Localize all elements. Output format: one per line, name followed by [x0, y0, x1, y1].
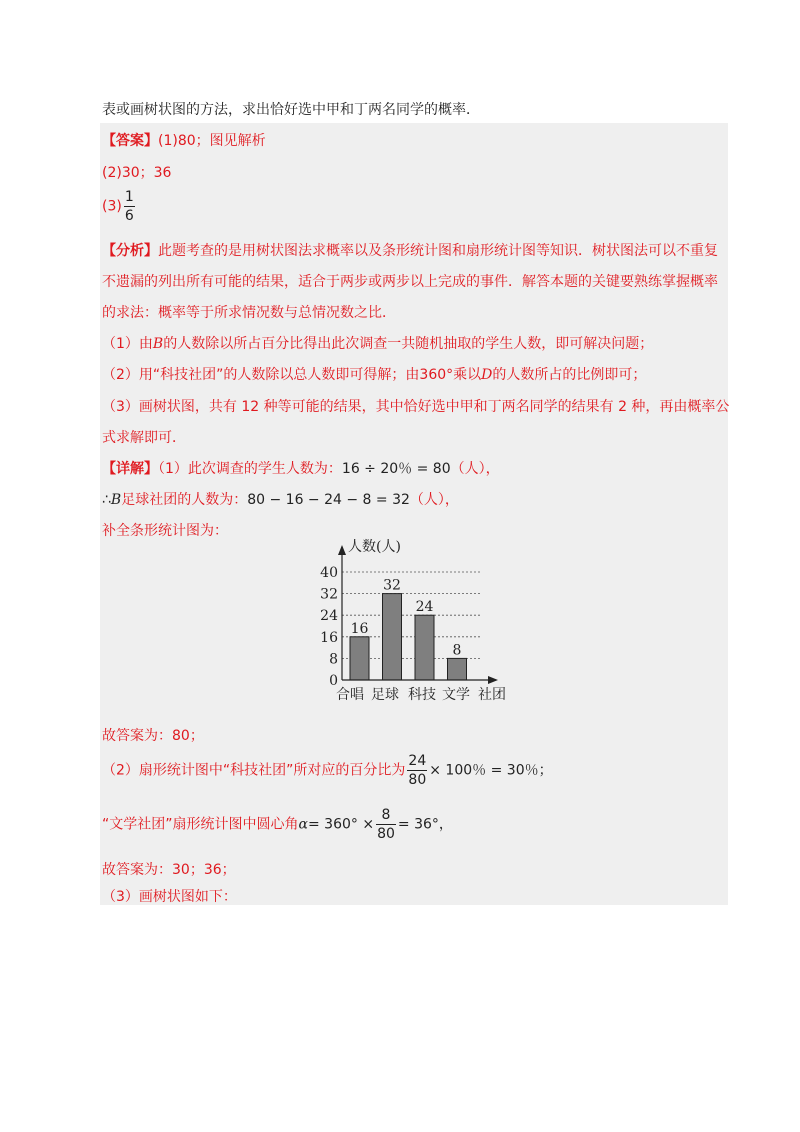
- analysis-step-1: [102, 333, 653, 353]
- y-tick-label: 32: [320, 586, 338, 603]
- analysis-step-3-cont: 式求解即可．: [102, 430, 186, 446]
- x-tick-label: 足球: [371, 687, 399, 703]
- detail-part-2-angle: [102, 806, 453, 843]
- detail-unit-1: （人），: [450, 461, 500, 477]
- y-tick-label: 24: [320, 608, 338, 625]
- detail-part-3: （3）画树状图如下：: [102, 889, 237, 905]
- analysis-step-2: [102, 364, 646, 384]
- data-label: 8: [452, 642, 462, 659]
- detail-part-2-a: （2）扇形统计图中“科技社团”所对应的百分比为: [102, 762, 406, 779]
- bar-科技: [415, 615, 434, 680]
- answer-part-1: (1)80；图见解析: [158, 133, 266, 149]
- x-axis-arrow: [488, 676, 498, 684]
- therefore-symbol: ∴: [102, 492, 111, 508]
- y-axis-arrow: [338, 545, 346, 555]
- analysis-step-3: （3）画树状图，共有 12 种等可能的结果，其中恰好选中甲和丁两名同学的结果有 2 种，再由概率公: [102, 399, 730, 415]
- answer-part-2: (2)30；36: [102, 165, 172, 181]
- x-tick-label: 文学: [442, 687, 470, 703]
- detail-equation-1: 16 ÷ 20％ = 80: [341, 461, 451, 477]
- analysis-text-1: 此题考查的是用树状图法求概率以及条形统计图和扇形统计图等知识．树状图法可以不重复: [158, 243, 718, 259]
- answer-part-3-prefix: (3): [102, 198, 122, 215]
- y-axis-title: 人数(人): [348, 539, 401, 555]
- detail-line-1: [102, 458, 500, 478]
- detail-part-2: [102, 752, 553, 789]
- answer-1: 故答案为：80；: [102, 728, 204, 744]
- analysis-step-1-b: 的人数除以所占百分比得出此次调查一共随机抽取的学生人数，即可解决问题；: [163, 336, 654, 352]
- variable-b: B: [152, 336, 164, 352]
- detail-angle-c: = 36°，: [397, 816, 453, 833]
- y-tick-label: 8: [329, 651, 338, 668]
- fraction-24-80: [407, 752, 427, 789]
- detail-line-2: [102, 489, 459, 509]
- bar-足球: [383, 594, 402, 680]
- chart-labels: [320, 538, 506, 703]
- analysis-step-1-a: （1）由: [102, 336, 153, 352]
- answer-2: 故答案为：30；36；: [102, 862, 236, 878]
- answer-tag: 【答案】: [102, 133, 158, 149]
- analysis-line-1: [102, 240, 718, 260]
- analysis-tag: 【分析】: [102, 243, 158, 259]
- fraction-denominator: 6: [124, 208, 134, 224]
- detail-angle-b: = 360° ×: [307, 816, 375, 833]
- data-label: 24: [415, 599, 434, 616]
- detail-angle-a: “文学社团”扇形统计图中圆心角: [102, 816, 299, 833]
- analysis-text-3: 的求法：概率等于所求情况数与总情况数之比．: [102, 305, 396, 321]
- data-label: 32: [383, 577, 401, 594]
- analysis-step-2-b: 的人数所占的比例即可；: [492, 367, 647, 383]
- analysis-text-2: 不遗漏的列出所有可能的结果，适合于两步或两步以上完成的事件．解答本题的关键要熟练掌握概率: [102, 274, 718, 290]
- variable-alpha: α: [298, 816, 308, 833]
- variable-b: B: [110, 492, 122, 508]
- variable-d: D: [481, 367, 493, 383]
- y-tick-label: 0: [329, 673, 338, 689]
- bar-合唱: [350, 637, 369, 680]
- detail-line-1-a: （1）此次调查的学生人数为：: [158, 461, 342, 477]
- fraction-denominator: 80: [377, 826, 395, 842]
- x-tick-label: 科技: [408, 687, 436, 703]
- y-tick-label: 40: [320, 565, 338, 581]
- fraction-8-80: [376, 806, 396, 843]
- answer-line-1: [102, 130, 266, 150]
- data-label: 16: [350, 620, 369, 637]
- x-tick-label: 社团: [478, 687, 506, 703]
- detail-equation-2: 80 − 16 − 24 − 8 = 32: [247, 492, 410, 508]
- answer-line-3: [102, 188, 137, 225]
- bar-chart: [320, 535, 520, 707]
- x-tick-label: 合唱: [336, 687, 364, 703]
- detail-line-3: 补全条形统计图为：: [102, 523, 228, 539]
- fraction-denominator: 80: [408, 772, 427, 788]
- fraction-numerator: 1: [124, 189, 134, 205]
- detail-part-2-b: × 100％ = 30％；: [429, 762, 553, 779]
- fraction-numerator: 24: [408, 753, 427, 769]
- fraction-numerator: 8: [376, 806, 396, 825]
- bar-文学: [448, 658, 467, 680]
- detail-tag: 【详解】: [102, 461, 158, 477]
- detail-line-2-a: 足球社团的人数为：: [121, 492, 248, 508]
- detail-unit-2: （人），: [409, 492, 459, 508]
- answer-fraction: [124, 188, 135, 225]
- question-tail: 表或画树状图的方法，求出恰好选中甲和丁两名同学的概率．: [102, 102, 480, 118]
- y-tick-label: 16: [320, 629, 338, 646]
- analysis-step-2-a: （2）用“科技社团”的人数除以总人数即可得解；由360°乘以: [102, 367, 482, 383]
